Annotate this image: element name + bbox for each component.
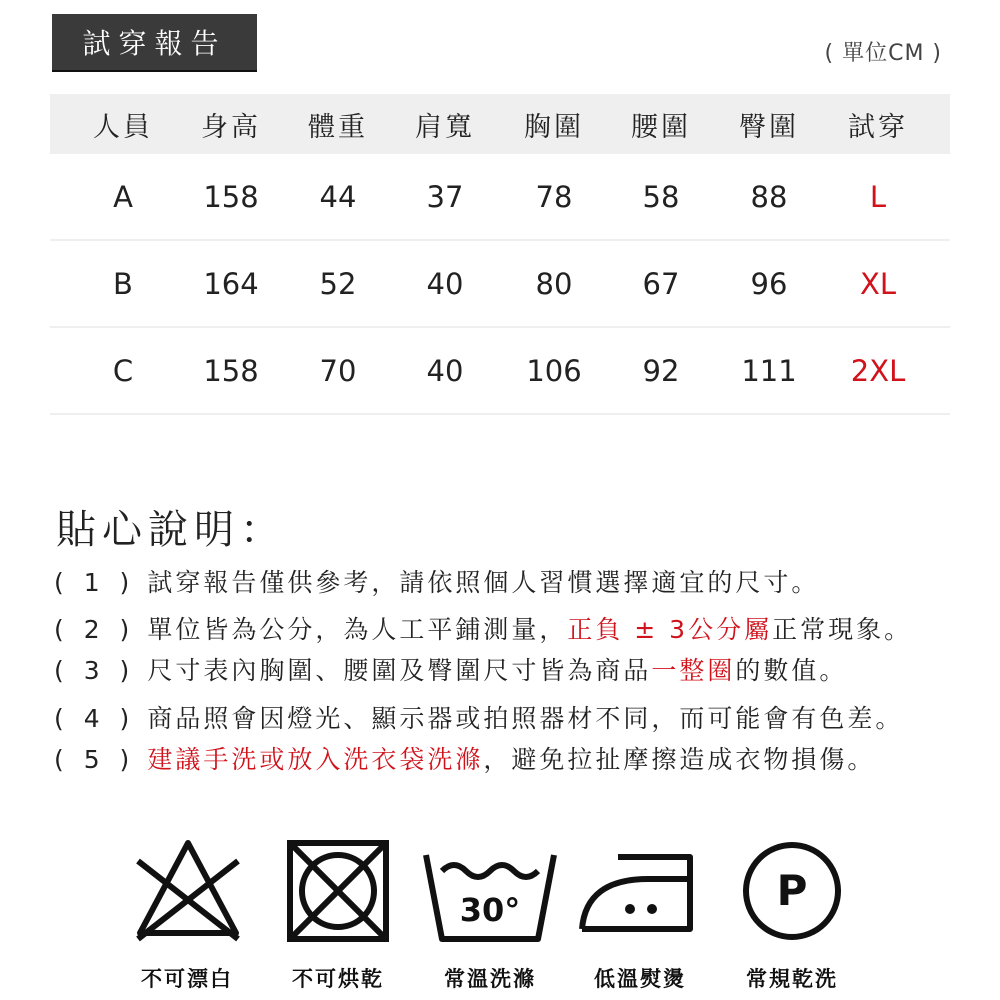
column-header: 臀圍: [739, 111, 799, 143]
size-table: [50, 94, 950, 415]
table-header: [50, 94, 950, 154]
tip-text: 尺寸表內胸圍、腰圍及臀圍尺寸皆為商品: [147, 656, 652, 685]
table-cell: 164: [203, 266, 259, 301]
table-cell: 70: [319, 353, 357, 388]
iron-label: 低溫熨燙: [594, 967, 686, 991]
tip-item: [54, 570, 819, 595]
no-bleach-icon: [132, 835, 244, 951]
column-header: 肩寬: [415, 111, 475, 143]
table-cell: 40: [426, 353, 464, 388]
tip-item: [54, 617, 912, 642]
tip-highlight: 一整圈: [651, 656, 736, 685]
table-row: [50, 241, 950, 328]
table-cell: 111: [741, 353, 797, 388]
fit-size: L: [869, 179, 887, 214]
table-cell: 44: [319, 179, 357, 214]
tip-text: 單位皆為公分，為人工平鋪測量，: [147, 615, 568, 644]
tip-number: ( 2 ): [54, 615, 136, 644]
tip-number: ( 4 ): [54, 704, 136, 733]
column-header: 體重: [308, 111, 368, 143]
table-cell: 52: [319, 266, 357, 301]
tip-number: ( 5 ): [54, 745, 136, 774]
fit-size: 2XL: [850, 353, 906, 388]
tip-text: 商品照會因燈光、顯示器或拍照器材不同，而可能會有色差。: [147, 704, 904, 733]
column-header: 試穿: [848, 111, 908, 143]
tip-highlight: 正負 ± 3公分屬: [567, 615, 773, 644]
tips-title: 貼心說明：: [56, 507, 286, 553]
dry-clean-label: 常規乾洗: [746, 967, 838, 991]
table-cell: 40: [426, 266, 464, 301]
tip-text: ，避免拉扯摩擦造成衣物損傷。: [483, 745, 876, 774]
table-cell: 80: [535, 266, 573, 301]
table-body: [50, 154, 950, 415]
care-icons: [0, 835, 1000, 1000]
no-tumble-dry-icon: [284, 837, 392, 949]
wash-temperature: 30°: [459, 891, 521, 929]
tip-item: [54, 706, 903, 731]
table-row: [50, 328, 950, 415]
fit-size: XL: [859, 266, 897, 301]
wash-label: 常溫洗滌: [444, 967, 536, 991]
column-header: 身高: [201, 111, 261, 143]
table-cell: 37: [426, 179, 464, 214]
tip-text: 的數值。: [735, 656, 848, 685]
dry-clean-p-icon: [740, 839, 844, 947]
report-title: 試穿報告: [52, 14, 257, 72]
table-cell: 158: [203, 179, 259, 214]
tip-item: [54, 658, 847, 683]
tip-text: 正常現象。: [772, 615, 913, 644]
no-bleach-label: 不可漂白: [141, 967, 233, 991]
table-cell: 92: [642, 353, 680, 388]
column-header: 胸圍: [524, 111, 584, 143]
table-cell: A: [113, 179, 133, 214]
table-cell: 88: [750, 179, 788, 214]
table-cell: 67: [642, 266, 680, 301]
column-header: 人員: [93, 111, 153, 143]
tip-number: ( 1 ): [54, 568, 136, 597]
tip-item: [54, 747, 875, 772]
table-cell: 96: [750, 266, 788, 301]
table-cell: 158: [203, 353, 259, 388]
column-header: 腰圍: [631, 111, 691, 143]
tip-highlight: 建議手洗或放入洗衣袋洗滌: [147, 745, 484, 774]
tip-number: ( 3 ): [54, 656, 136, 685]
unit-note: ( 單位CM ): [824, 41, 942, 66]
table-cell: 106: [526, 353, 582, 388]
no-tumble-dry-label: 不可烘乾: [292, 967, 384, 991]
wash-30-icon: [420, 845, 560, 949]
table-cell: B: [113, 266, 133, 301]
table-cell: C: [112, 353, 134, 388]
iron-low-icon: [578, 849, 698, 939]
table-row: [50, 154, 950, 241]
tip-text: 試穿報告僅供參考，請依照個人習慣選擇適宜的尺寸。: [147, 568, 820, 597]
table-cell: 78: [535, 179, 573, 214]
dry-clean-letter: P: [776, 866, 808, 915]
table-cell: 58: [642, 179, 680, 214]
